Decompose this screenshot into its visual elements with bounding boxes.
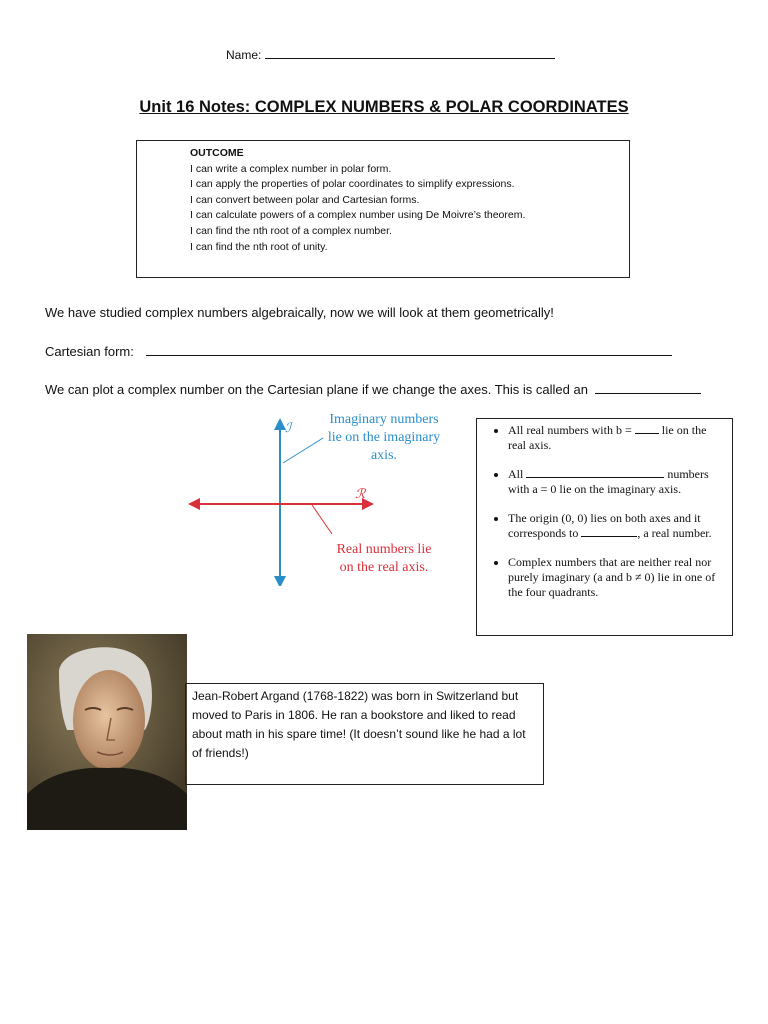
axis-fact-item	[508, 511, 732, 541]
name-blank-line[interactable]	[265, 48, 555, 59]
plot-sentence-blank[interactable]	[595, 381, 701, 394]
outcome-item: I can write a complex number in polar form.	[190, 162, 392, 175]
real-caption-pointer	[312, 505, 332, 534]
outcome-item: I can find the nth root of unity.	[190, 240, 328, 253]
outcome-item: I can convert between polar and Cartesian forms.	[190, 193, 420, 206]
real-caption	[337, 542, 432, 575]
axis-fact-item	[508, 423, 732, 453]
real-caption-line: on the real axis.	[339, 560, 429, 575]
outcome-item: I can calculate powers of a complex number using De Moivre’s theorem.	[190, 209, 526, 222]
imaginary-caption-line: axis.	[370, 448, 398, 463]
fact-blank[interactable]	[581, 526, 637, 537]
outcome-heading: OUTCOME	[190, 147, 244, 159]
imaginary-caption	[328, 412, 440, 463]
cartesian-form-label: Cartesian form:	[45, 344, 134, 359]
name-field[interactable]	[226, 48, 555, 62]
real-axis-symbol: ℛ	[355, 486, 366, 501]
imaginary-caption-line: Imaginary numbers	[329, 412, 439, 427]
plot-sentence-line	[45, 381, 701, 397]
fact-text: All	[508, 467, 524, 481]
axis-facts-box	[476, 418, 733, 636]
outcome-item: I can apply the properties of polar coordinates to simplify expressions.	[190, 178, 515, 191]
fact-text: lie on the real axis.	[508, 423, 707, 452]
axis-facts-list	[477, 423, 732, 600]
real-caption-line: Real numbers lie	[336, 542, 432, 557]
cartesian-form-blank[interactable]	[146, 343, 672, 356]
intro-paragraph: We have studied complex numbers algebraically, now we will look at them geometrically!	[45, 305, 554, 320]
outcome-item: I can find the nth root of a complex number.	[190, 224, 392, 237]
argand-diagram	[186, 406, 476, 586]
axis-fact-item: • Complex numbers that are neither real nor purely imaginary (a and b ≠ 0) lie in one of the four quadrants.	[508, 555, 732, 600]
fact-text: All real numbers with b =	[508, 423, 632, 437]
fact-text: numbers with a = 0 lie on the imaginary axis.	[508, 467, 709, 496]
fact-text: , a real number.	[637, 526, 712, 540]
imaginary-caption-pointer	[283, 438, 323, 463]
axis-fact-item	[508, 467, 732, 497]
fact-blank[interactable]	[526, 467, 664, 478]
page-title: Unit 16 Notes: COMPLEX NUMBERS & POLAR COORDINATES	[139, 98, 629, 116]
fact-blank[interactable]	[635, 423, 659, 434]
argand-bio-box: Jean-Robert Argand (1768-1822) was born in Switzerland but moved to Paris in 1806. He ran a bookstore and liked to read about math in his spare time! (It doesn’t sound like he had a lot of friends!)	[185, 683, 544, 785]
outcome-list	[190, 146, 525, 255]
imaginary-axis-symbol: ℐ	[285, 420, 292, 435]
argand-portrait	[27, 634, 187, 830]
name-label: Name:	[226, 48, 262, 62]
plot-sentence: We can plot a complex number on the Cartesian plane if we change the axes. This is called an	[45, 382, 588, 397]
cartesian-form-line	[45, 343, 672, 359]
outcome-box	[136, 140, 630, 278]
imaginary-caption-line: lie on the imaginary	[327, 430, 441, 445]
fact-text: The origin (0, 0) lies on both axes and it corresponds to	[508, 511, 701, 540]
